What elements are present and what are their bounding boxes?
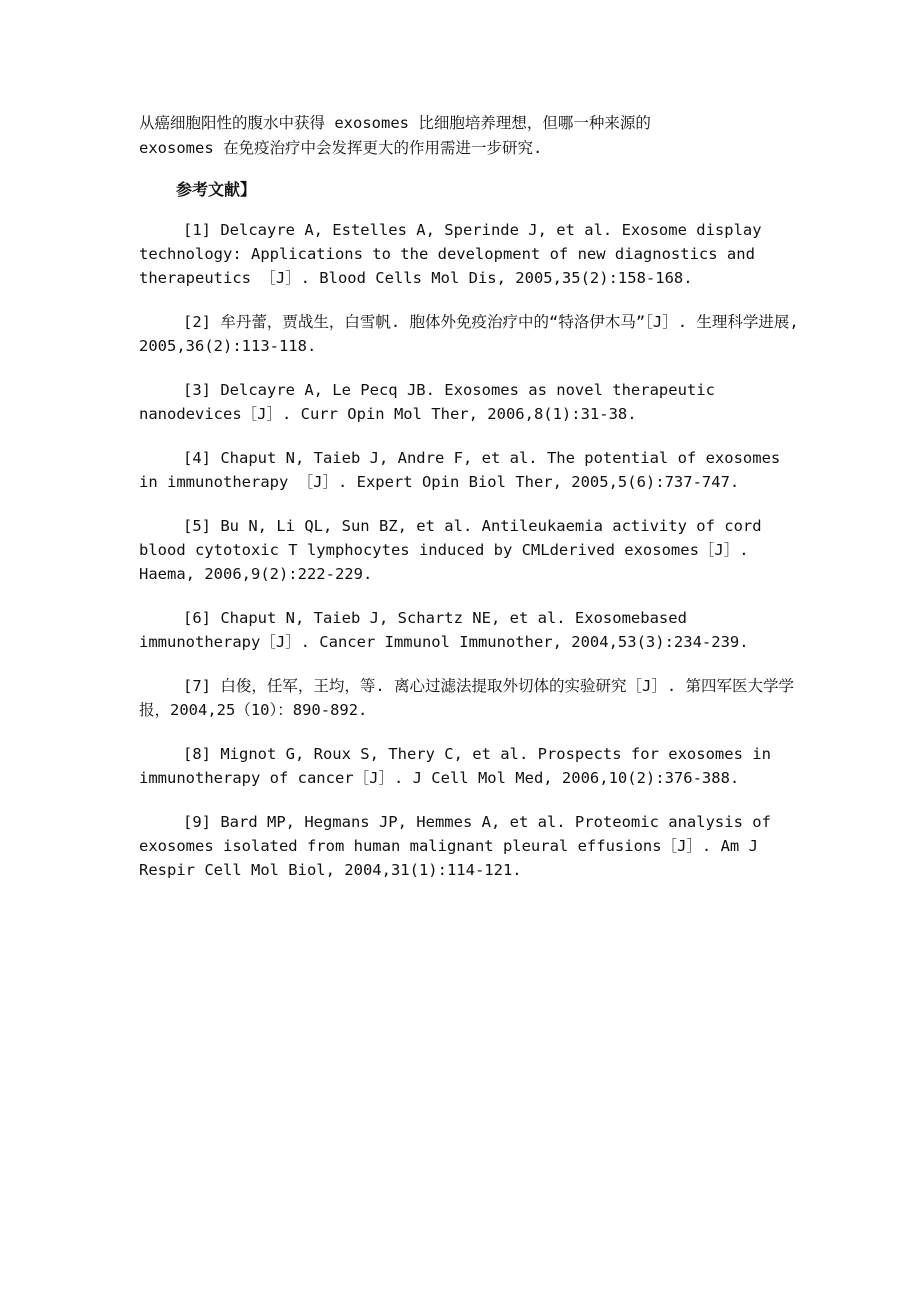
intro-paragraph bbox=[139, 111, 799, 161]
reference-item-4: [4] Chaput N, Taieb J, Andre F, et al. The potential of exosomes in immunotherapy ［J］. Expert Opin Biol Ther, 2005,5(6):737-747. bbox=[139, 449, 781, 491]
reference-item-6: [6] Chaput N, Taieb J, Schartz NE, et al. Exosomebased immunotherapy［J］. Cancer Immunol Immunother, 2004,53(3):234-239. bbox=[139, 609, 749, 651]
reference-item-1: [1] Delcayre A, Estelles A, Sperinde J, et al. Exosome display technology: Applications to the development of new diagnostics and therapeutics ［J］. Blood Cells Mol Dis, 2005,35(2):158-168. bbox=[139, 221, 762, 287]
references-heading: 参考文献】 bbox=[176, 180, 257, 199]
document-page bbox=[139, 111, 799, 902]
reference-item-7: [7] 白俊，任军，王均，等. 离心过滤法提取外切体的实验研究［J］. 第四军医大学学报，2004,25（10）：890-892. bbox=[139, 677, 794, 719]
intro-line-1: 从癌细胞阳性的腹水中获得 exosomes 比细胞培养理想，但哪一种来源的 bbox=[139, 114, 651, 132]
reference-item-8: [8] Mignot G, Roux S, Thery C, et al. Prospects for exosomes in immunotherapy of cancer［J］. J Cell Mol Med, 2006,10(2):376-388. bbox=[139, 745, 771, 787]
reference-list bbox=[139, 218, 799, 882]
reference-item-2: [2] 牟丹蕾，贾战生，白雪帆. 胞体外免疫治疗中的“特洛伊木马”［J］. 生理科学进展, 2005,36(2):113-118. bbox=[139, 313, 799, 355]
intro-line-2: exosomes 在免疫治疗中会发挥更大的作用需进一步研究. bbox=[139, 139, 543, 157]
reference-item-9: [9] Bard MP, Hegmans JP, Hemmes A, et al. Proteomic analysis of exosomes isolated from human malignant pleural effusions［J］. Am J Respir Cell Mol Biol, 2004,31(1):114-121. bbox=[139, 813, 771, 879]
reference-item-3: [3] Delcayre A, Le Pecq JB. Exosomes as novel therapeutic nanodevices［J］. Curr Opin Mol Ther, 2006,8(1):31-38. bbox=[139, 381, 715, 423]
reference-item-5: [5] Bu N, Li QL, Sun BZ, et al. Antileukaemia activity of cord blood cytotoxic T lymphocytes induced by CMLderived exosomes［J］. Haema, 2006,9(2):222-229. bbox=[139, 517, 762, 583]
